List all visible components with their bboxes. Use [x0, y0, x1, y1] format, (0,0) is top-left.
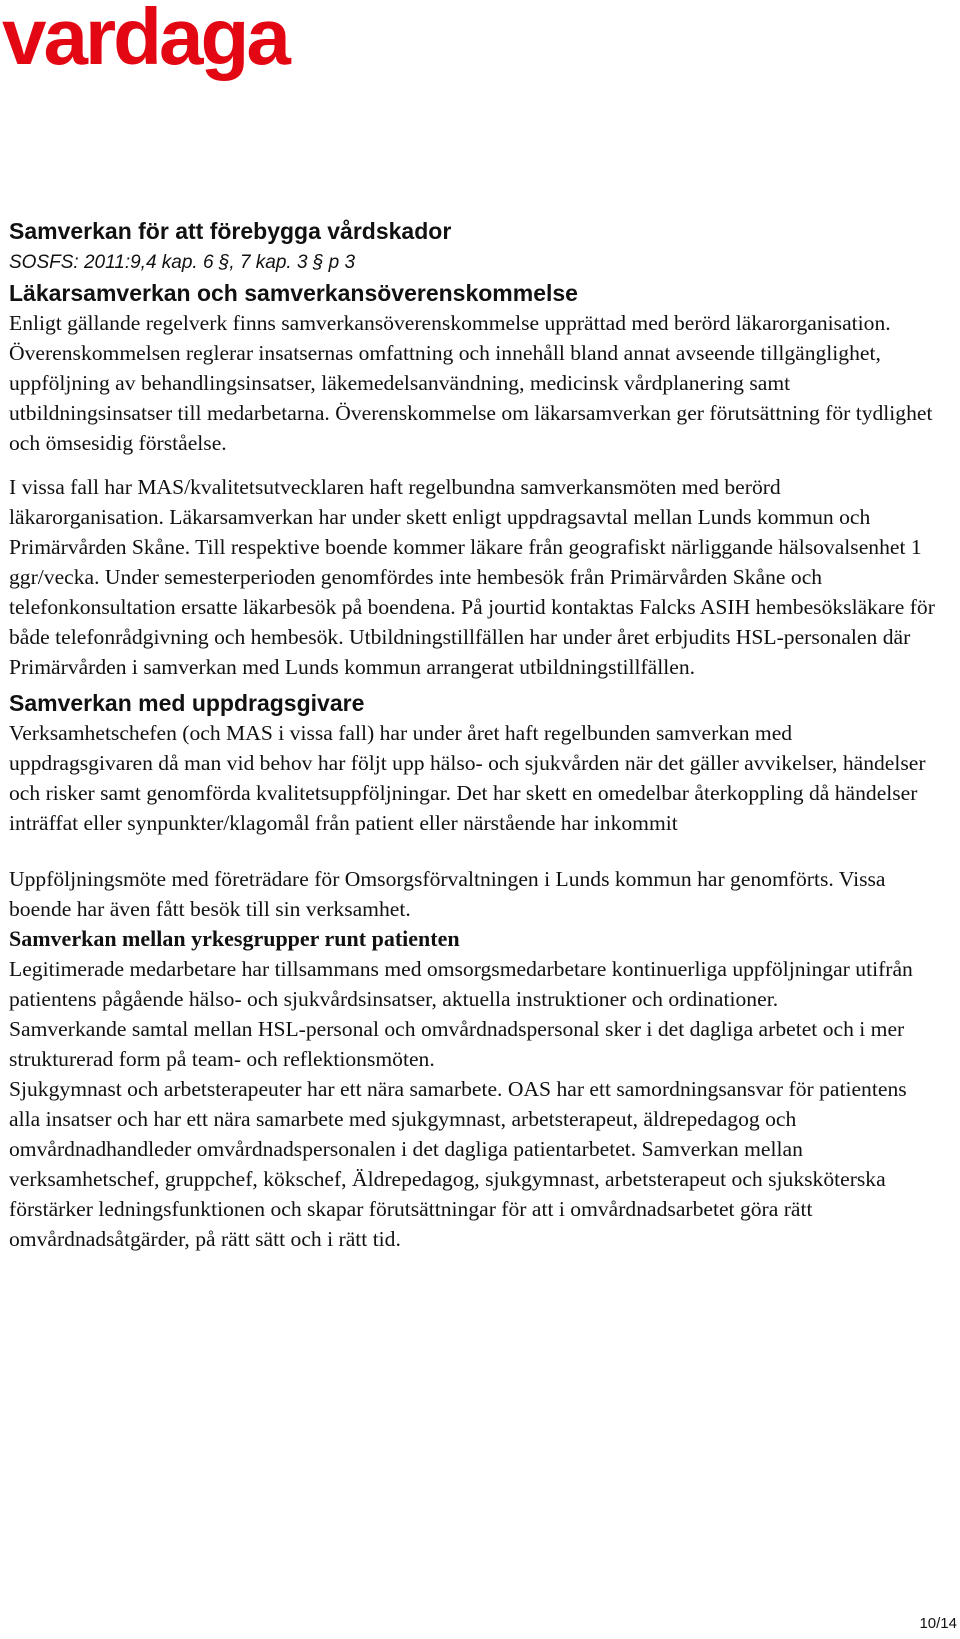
section-title-client-collaboration: Samverkan med uppdragsgivare — [9, 690, 365, 716]
paragraph-licensed-staff: Legitimerade medarbetare har tillsammans med omsorgsmedarbetare kontinuerliga uppföljningar utifrån patientens pågående hälso- och sjukvårdsinsatser, aktuella instruktioner och ordinationer. — [9, 957, 913, 1011]
document-body — [9, 214, 939, 1254]
section-title-prevent-care-injuries: Samverkan för att förebygga vårdskador — [9, 218, 452, 244]
section-title-professional-collaboration: Samverkan mellan yrkesgrupper runt patienten — [9, 926, 460, 951]
paragraph-agreement: Enligt gällande regelverk finns samverkansöverenskommelse upprättad med berörd läkarorganisation. Överenskommelsen reglerar insatsernas omfattning och innehåll bland annat avseende tillgänglighet, uppföljning av behandlingsinsatser, läkemedelsanvändning, medicinsk vårdplanering samt utbildningsinsatser till medarbetarna. Överenskommelse om läkarsamverkan ger förutsättning för tydlighet och ömsesidig förståelse. — [9, 311, 933, 455]
regulation-reference: SOSFS: 2011:9,4 kap. 6 §, 7 kap. 3 § p 3 — [9, 252, 356, 273]
page-number: 10/14 — [919, 1615, 957, 1632]
logo-text: vardaga — [2, 0, 288, 81]
vardaga-logo — [0, 0, 310, 92]
paragraph-client-collaboration: Verksamhetschefen (och MAS i vissa fall) har under året haft regelbunden samverkan med uppdragsgivaren då man vid behov har följt upp hälso- och sjukvården när det gäller avvikelser, händelser och risker samt genomförda kvalitetsuppföljningar. Det har skett en omedelbar återkoppling då händelser inträffat eller synpunkter/klagomål från patient eller närstående har inkommit — [9, 721, 926, 835]
paragraph-follow-up-meeting: Uppföljningsmöte med företrädare för Omsorgsförvaltningen i Lunds kommun har genomförts. Vissa boende har även fått besök till sin verksamhet. — [9, 867, 886, 921]
paragraph-team-meetings: Samverkande samtal mellan HSL-personal och omvårdnadspersonal sker i det dagliga arbetet och i mer strukturerad form på team- och reflektionsmöten. — [9, 1017, 905, 1071]
section-title-doctor-collaboration: Läkarsamverkan och samverkansöverenskommelse — [9, 280, 578, 306]
paragraph-doctor-collaboration: I vissa fall har MAS/kvalitetsutvecklaren haft regelbundna samverkansmöten med berörd läkarorganisation. Läkarsamverkan har under skett enligt uppdragsavtal mellan Lunds kommun och Primärvården Skåne. Till respektive boende kommer läkare från geografiskt närliggande hälsovalsenhet 1 ggr/vecka. Under semesterperioden genomfördes inte hembesök från Primärvården Skåne och telefonkonsultation ersatte läkarbesök på boendena. På jourtid kontaktas Falcks ASIH hembesöksläkare för både telefonrådgivning och hembesök. Utbildningstillfällen har under året erbjudits HSL-personalen där Primärvården i samverkan med Lunds kommun arrangerat utbildningstillfällen. — [9, 475, 935, 679]
paragraph-cooperation: Sjukgymnast och arbetsterapeuter har ett nära samarbete. OAS har ett samordningsansvar för patientens alla insatser och har ett nära samarbete med sjukgymnast, arbetsterapeut, äldrepedagog och omvårdnadhandleder omvårdnadspersonalen i det dagliga patientarbetet. Samverkan mellan verksamhetschef, gruppchef, kökschef, Äldrepedagog, sjukgymnast, arbetsterapeut och sjuksköterska förstärker ledningsfunktionen och skapar förutsättningar för att i omvårdnadsarbetet göra rätt omvårdnadsåtgärder, på rätt sätt och i rätt tid. — [9, 1077, 907, 1251]
